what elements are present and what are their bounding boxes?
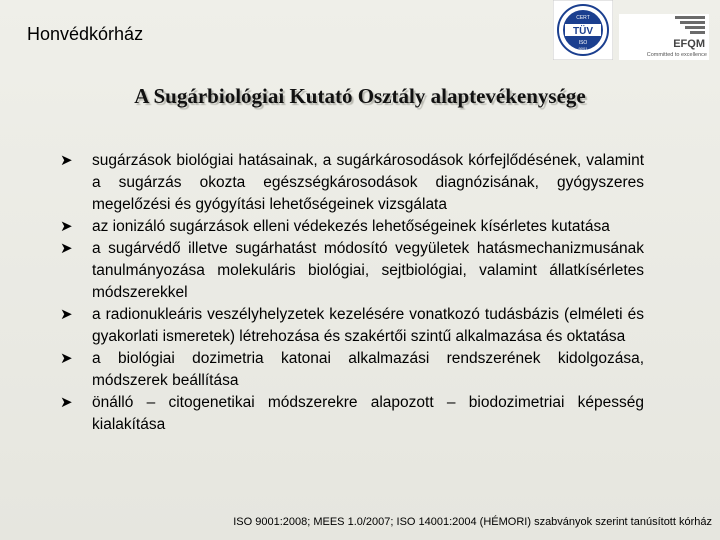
- efqm-logo-graphic: [619, 14, 709, 60]
- list-item: [60, 348, 644, 392]
- list-item-text: a biológiai dozimetria katonai alkalmazási rendszerének kidolgozása, módszerek beállítása: [92, 350, 644, 389]
- efqm-tagline-text: Committed to excellence: [646, 52, 707, 58]
- organization-name: Honvédkórház: [27, 24, 144, 44]
- list-item-text: sugárzások biológiai hatásainak, a sugárkárosodások kórfejlődésének, valamint a sugárzás okozta egészségkárosodások diagnózisának, gyógyszeres megelőzési és gyógyítási lehetőségeinek vizsgálata: [92, 152, 644, 213]
- tuv-band-bottom-text: ISO: [578, 40, 588, 46]
- tuv-band-top-text: CERT: [576, 15, 590, 21]
- efqm-logo: [619, 14, 709, 60]
- arrow-bullet-icon: ➤: [60, 152, 73, 169]
- list-item: [60, 216, 644, 238]
- arrow-bullet-icon: ➤: [60, 394, 73, 411]
- list-item: [60, 150, 644, 216]
- list-item: [60, 238, 644, 304]
- arrow-bullet-icon: ➤: [60, 240, 73, 257]
- arrow-bullet-icon: ➤: [60, 350, 73, 367]
- tuv-certification-logo: [553, 0, 613, 60]
- certification-footer: ISO 9001:2008; MEES 1.0/2007; ISO 14001:2004 (HÉMORI) szabványok szerint tanúsított kórház: [233, 516, 712, 528]
- tuv-logo-graphic: [553, 0, 613, 60]
- slide-title: A Sugárbiológiai Kutató Osztály alaptevékenysége: [134, 84, 586, 108]
- list-item-text: a sugárvédő illetve sugárhatást módosító vegyületek hatásmechanizmusának tanulmányozása molekuláris biológiai, sejtbiológiai, valamint állatkísérletes módszerekkel: [92, 240, 644, 301]
- activity-list: [60, 150, 644, 436]
- efqm-name-text: EFQM: [673, 38, 705, 50]
- list-item-text: önálló – citogenetikai módszerekre alapozott – biodozimetriai képesség kialakítása: [92, 394, 644, 433]
- list-item-text: a radionukleáris veszélyhelyzetek kezelésére vonatkozó tudásbázis (elméleti és gyakorlati ismeretek) létrehozása és szakértői szintű alkalmazása és oktatása: [92, 306, 644, 345]
- list-item: [60, 392, 644, 436]
- tuv-brand-text: TÜV: [573, 26, 593, 37]
- list-item: [60, 304, 644, 348]
- arrow-bullet-icon: ➤: [60, 218, 73, 235]
- arrow-bullet-icon: ➤: [60, 306, 73, 323]
- list-item-text: az ionizáló sugárzások elleni védekezés lehetőségeinek kísérletes kutatása: [92, 218, 610, 235]
- tuv-small-text: 9001: [578, 46, 588, 51]
